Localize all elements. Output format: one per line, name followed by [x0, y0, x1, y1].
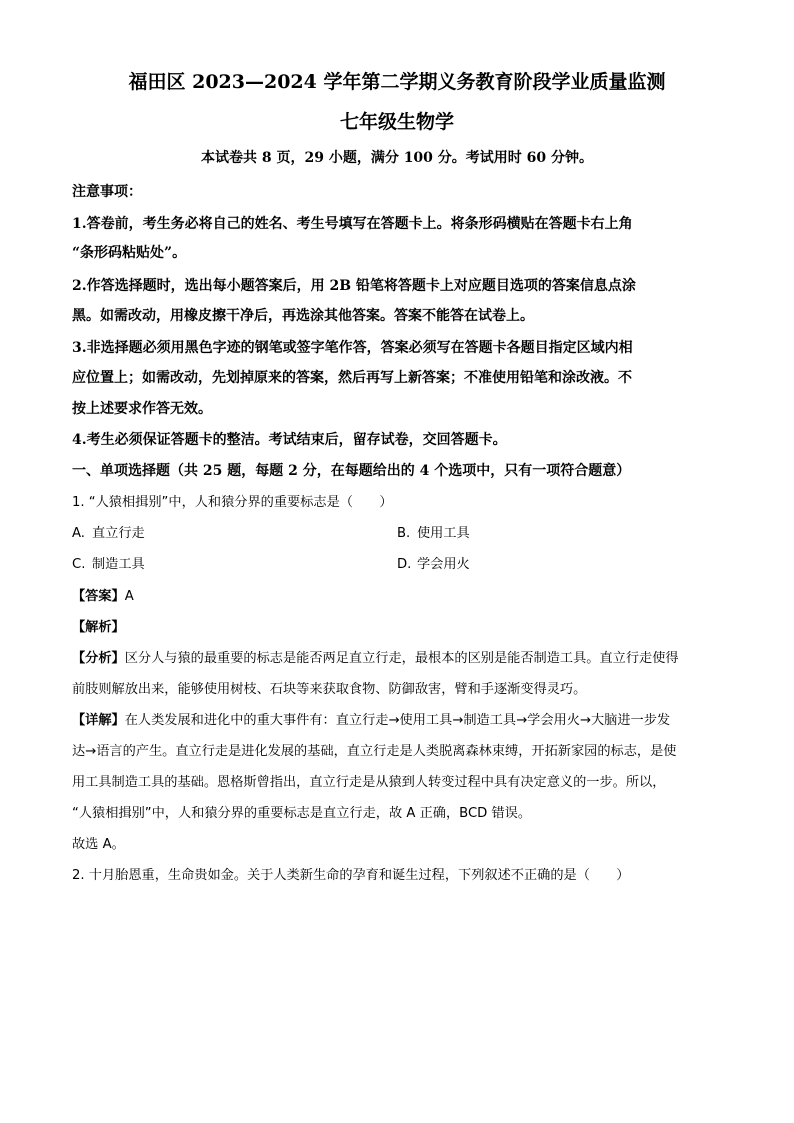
exam-subtitle: 七年级生物学: [339, 111, 454, 133]
answer-tag: 【答案】: [72, 589, 125, 604]
option-c: [72, 555, 145, 575]
fenxi-line: [72, 649, 722, 669]
fenxi-tag: 【分析】: [72, 651, 125, 666]
option-letter: D.: [397, 557, 412, 572]
xiangjie-line: [72, 711, 722, 731]
question-stem: 2. 十月胎恩重，生命贵如金。关于人类新生命的孕育和诞生过程，下列叙述不正确的是（ ）: [72, 868, 630, 883]
question-stem: 1. “人猿相揖别”中，人和猿分界的重要标志是（ ）: [72, 495, 393, 510]
option-letter: B.: [397, 526, 411, 541]
option-d: [397, 555, 470, 575]
notice-line: 黑。如需改动，用橡皮擦干净后，再选涂其他答案。答案不能答在试卷上。: [72, 308, 534, 324]
exam-info: 本试卷共 8 页，29 小题，满分 100 分。考试用时 60 分钟。: [200, 150, 594, 166]
xiangjie-text: 在人类发展和进化中的重大事件有：直立行走→使用工具→制造工具→学会用火→大脑进一步发: [124, 713, 671, 728]
option-b: [397, 524, 470, 544]
fenxi-line: 前肢则解放出来，能够使用树枝、石块等来获取食物、防御敌害，臂和手逐渐变得灵巧。: [72, 682, 587, 697]
notice-line: 1.答卷前，考生务必将自己的姓名、考生号填写在答题卡上。将条形码横贴在答题卡右上角: [72, 216, 633, 232]
fenxi-text: 区分人与猿的最重要的标志是能否两足直立行走，最根本的区别是能否制造工具。直立行走使得: [124, 651, 679, 666]
notice-heading: 注意事项：: [72, 184, 142, 200]
notice-line: 4.考生必须保证答题卡的整洁。考试结束后，留存试卷，交回答题卡。: [72, 432, 507, 448]
analysis-tag: [72, 618, 722, 638]
option-text: 使用工具: [417, 526, 470, 541]
notice-line: 2.作答选择题时，选出每小题答案后，用 2B 铅笔将答题卡上对应题目选项的答案信息点涂: [72, 278, 636, 294]
notice-line: 3.非选择题必须用黑色字迹的钢笔或签字笔作答，答案必须写在答题卡各题目指定区域内相: [72, 340, 633, 356]
xiangjie-line: “人猿相揖别”中，人和猿分界的重要标志是直立行走，故 A 正确，BCD 错误。: [72, 806, 532, 821]
exam-title: 福田区 2023—2024 学年第二学期义务教育阶段学业质量监测: [128, 71, 666, 93]
section-heading: 一、单项选择题（共 25 题，每题 2 分，在每题给出的 4 个选项中，只有一项符合题意）: [72, 463, 631, 479]
answer-line: [72, 587, 722, 607]
notice-line: 按上述要求作答无效。: [72, 401, 212, 417]
notice-line: “条形码粘贴处”。: [72, 245, 187, 261]
xiangjie-line: 达→语言的产生。直立行走是进化发展的基础，直立行走是人类脱离森林束缚，开拓新家园的标志，是使: [72, 744, 677, 759]
option-letter: C.: [72, 557, 86, 572]
analysis-label: 【解析】: [72, 620, 125, 635]
option-letter: A.: [72, 526, 85, 541]
option-text: 制造工具: [92, 557, 145, 572]
conclusion: 故选 A。: [72, 837, 125, 852]
answer-value: A: [124, 589, 134, 604]
xiangjie-line: 用工具制造工具的基础。恩格斯曾指出，直立行走是从猿到人转变过程中具有决定意义的一步。所以，: [72, 775, 666, 790]
option-a: [72, 524, 145, 544]
xiangjie-tag: 【详解】: [72, 713, 125, 728]
notice-line: 应位置上；如需改动，先划掉原来的答案，然后再写上新答案；不准使用铅笔和涂改液。不: [72, 370, 632, 386]
option-text: 直立行走: [92, 526, 145, 541]
option-text: 学会用火: [417, 557, 470, 572]
